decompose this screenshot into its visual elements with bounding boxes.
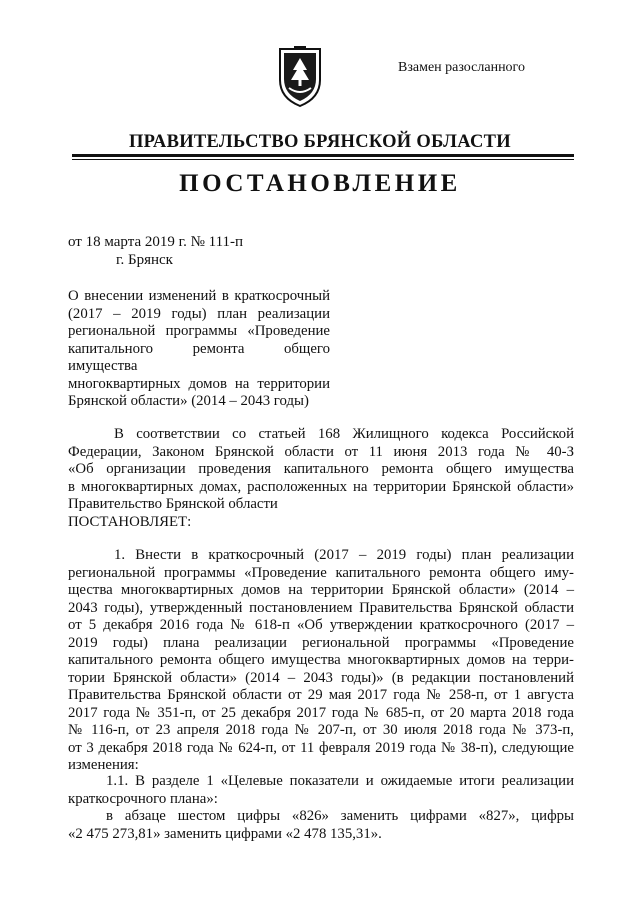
item-1-line: региональной программы «Проведение капитального ремонта общего иму- <box>68 564 574 581</box>
date-and-number: от 18 марта 2019 г. № 111-п <box>68 234 244 250</box>
item-1-line: 2019 годы) плана реализации региональной программы «Проведение <box>68 634 574 651</box>
subject-line: Брянской области» (2014 – 2043 годы) <box>68 393 309 409</box>
item-1-line: 1. Внести в краткосрочный (2017 – 2019 годы) план реализации <box>114 547 574 563</box>
subject-line: региональной программы «Проведение <box>68 323 330 339</box>
item-1-line: 2017 года № 351-п, от 25 декабря 2017 года № 685-п, от 20 марта 2018 года <box>68 704 574 721</box>
header-rule-thin <box>72 159 574 160</box>
preamble-line: «Об организации проведения капитального ремонта общего имущества <box>68 461 574 477</box>
item-1-line: 2043 годы), утвержденный постановлением Правительства Брянской области <box>68 599 574 616</box>
item-1-1-line: 1.1. В разделе 1 «Целевые показатели и ожидаемые итоги реализации <box>106 773 574 789</box>
item-1-line: от 5 декабря 2016 года № 618-п «Об утверждении краткосрочного (2017 – <box>68 617 574 633</box>
resolves-heading: ПОСТАНОВЛЯЕТ: <box>68 513 192 530</box>
header-rule-thick <box>72 154 574 157</box>
subject-line: капитального ремонта общего имущества <box>68 340 330 374</box>
item-1-line: Правительства Брянской области от 29 мая 2017 года № 258-п, от 1 августа <box>68 687 574 703</box>
preamble-line: Правительство Брянской области <box>68 496 278 512</box>
item-1-1-line: в абзаце шестом цифры «826» заменить цифрами «827», цифры <box>106 808 574 824</box>
subject-line: (2017 – 2019 годы) план реализации <box>68 305 330 322</box>
government-name: ПРАВИТЕЛЬСТВО БРЯНСКОЙ ОБЛАСТИ <box>128 132 511 152</box>
item-1-1-line: «2 475 273,81» заменить цифрами «2 478 135,31». <box>68 825 382 842</box>
item-1-line: № 116-п, от 23 апреля 2018 года № 207-п, от 30 июля 2018 года № 373-п, <box>68 722 574 738</box>
item-1-line: щества многоквартирных домов на территории Брянской области» (2014 – <box>68 582 574 598</box>
item-1-line: от 3 декабря 2018 года № 624-п, от 11 февраля 2019 года № 38-п), следующие <box>68 739 574 756</box>
city: г. Брянск <box>116 252 173 268</box>
preamble-line: в многоквартирных домах, расположенных на территории Брянской области» <box>68 478 574 495</box>
preamble-paragraph <box>68 426 574 531</box>
document-type-title: ПОСТАНОВЛЕНИЕ <box>179 170 461 197</box>
item-1-1-line: краткосрочного плана»: <box>68 790 218 807</box>
item-1-line: капитального ремонта общего имущества многоквартирных домов на терри- <box>68 652 574 668</box>
preamble-line: Федерации, Законом Брянской области от 11 июня 2013 года № 40-З <box>68 443 574 460</box>
item-1-paragraph <box>68 547 574 775</box>
subject-line: О внесении изменений в краткосрочный <box>68 288 330 304</box>
item-1-line: тории Брянской области» (2014 – 2043 годы)» (в редакции постановлений <box>68 669 574 686</box>
subject-line: многоквартирных домов на территории <box>68 375 330 392</box>
stamp-note: Взамен разосланного <box>398 60 525 75</box>
preamble-line: В соответствии со статьей 168 Жилищного кодекса Российской <box>114 426 574 442</box>
coat-of-arms-emblem <box>276 46 324 108</box>
item-1-line: изменения: <box>68 757 139 773</box>
item-1-1-paragraph <box>68 773 574 843</box>
document-subject <box>68 288 330 411</box>
